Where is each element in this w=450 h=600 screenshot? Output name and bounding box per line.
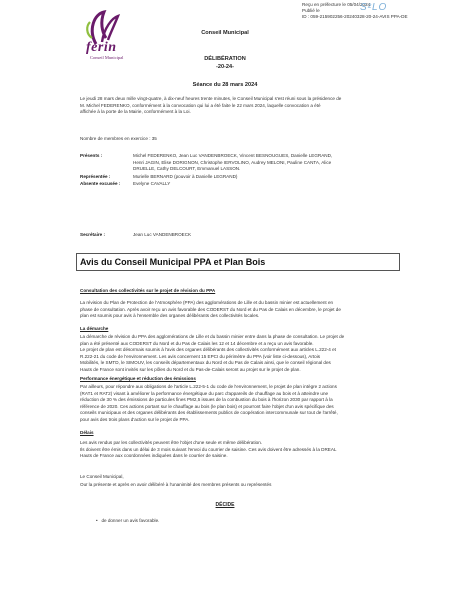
section-heading: Délais xyxy=(80,430,94,435)
present-line: Michel FEDERENKO, Jean Luc VANDENBROECK, Vincent BESNOUGUES, Danielle LEGRAND, xyxy=(133,153,333,158)
deliberation-number: -20-24- xyxy=(215,64,235,70)
section-heading: Consultation des collectivités sur le projet de révision du PPA xyxy=(80,288,216,293)
section-line: La révision du Plan de Protection de l'Atmosphère (PPA) des agglomérations de Lille et du bassin minier est actuellement en xyxy=(80,300,334,305)
section-body xyxy=(80,300,410,320)
decision-bullet xyxy=(96,518,159,525)
bullet-icon: • xyxy=(96,518,102,523)
represented-label: Représentée : xyxy=(80,174,111,179)
subject-title: Avis du Conseil Municipal PPA et Plan Bois xyxy=(80,257,266,267)
section-line: plan est soumis pour avis à l'ensemble des organes délibérants des collectivités locales. xyxy=(80,313,260,318)
session-date: Séance du 28 mars 2024 xyxy=(192,82,258,88)
stamp-line: Reçu en préfecture le 05/04/2024 xyxy=(302,2,371,7)
section-line: Les avis rendus par les collectivités peuvent être l'objet d'une seule et même délibération. xyxy=(80,440,263,445)
absent-label: Absente excusée : xyxy=(80,181,121,186)
section-line: Hauts de France aux coordonnées indiquées dans le courrier de saisine. xyxy=(80,453,228,458)
section-line: plan a été présenté aux CODERST du Nord et du Pas de Calais les 12 et 14 décembre et a reçu un avis favorable. xyxy=(80,340,314,346)
section-line: La démarche de révision du PPA des agglomérations de Lille et du bassin minier entre dans la phase de consultation. Le projet de xyxy=(80,334,345,339)
section-line: R.222-21 du code de l'environnement. Les avis concernent 15 EPCI du périmètre du PPA (voir liste ci-dessous), Artois xyxy=(80,353,321,359)
secretary-value: Jean Luc VANDENBROECK xyxy=(133,232,192,237)
intro-line: affichée à la porte de la Mairie, conformément à la Loi. xyxy=(80,109,191,114)
intro-paragraph xyxy=(80,96,410,116)
secretary-label: Secrétaire : xyxy=(80,232,106,237)
section-line: phase de consultation. Après avoir reçu un avis favorable des CODERST du Nord et du Pas de Calais en décembre, le projet de xyxy=(80,306,341,312)
present-list xyxy=(133,153,413,173)
deliberation-title: DÉLIBÉRATION xyxy=(204,56,246,62)
section-line: référence de 2020. Ces actions portant sur le chauffage au bois (le plan bois) et pourront faire l'objet d'un avis spécifique des xyxy=(80,403,334,409)
section-line: réduction de 30 % des émissions de particules fines PM2,5 issues de la combustion du bois à l'horizon 2030 par rapport à la xyxy=(80,397,333,402)
section-line: Ils doivent être émis dans un délai de 3 mois suivant l'envoi du courrier de saisine. Ces avis doivent être adressés à la DREAL xyxy=(80,446,337,452)
section-line: conseils municipaux et des organes délibérants des établissements publics de coopération intercommunale sur tout de l'arrêté, xyxy=(80,410,338,415)
represented-value: Murielle BERNARD (pouvoir à Danielle LEGRAND) xyxy=(133,174,238,179)
section-line: Par ailleurs, pour répondre aux obligations de l'article L.222-5-1 du code de l'environnement, le projet de plan intègre 2 actions xyxy=(80,384,337,389)
council-title: Conseil Municipal xyxy=(201,30,249,36)
section-line: (RAT1 et RAT2) visant à améliorer la performance énergétique du parc d'appareils de chauffage au bois et à atteindre une xyxy=(80,390,329,396)
decide-heading: DÉCIDE xyxy=(215,502,235,508)
logo-text: ferin xyxy=(86,40,117,55)
section-body xyxy=(80,384,410,423)
stamp-line: Publié le xyxy=(302,8,320,14)
section-body xyxy=(80,334,410,373)
section-line: Mobilités, le SMTD, le SIMOUV, les conseils départementaux du Nord et du Pas de Calais ainsi, que le conseil régional des xyxy=(80,360,331,365)
absent-value: Evelyne CAVALLY xyxy=(133,181,171,186)
stamp-signature: S²LO xyxy=(360,2,388,13)
members-count: Nombre de membres en exercice : 35 xyxy=(80,136,157,141)
decision-text: de donner un avis favorable. xyxy=(101,518,160,523)
intro-line: Le jeudi 28 mars deux mille vingt-quatre, à dix-neuf heures trente minutes, le Conseil Municipal s'est réuni sous la présidence de xyxy=(80,96,342,101)
closing-line: Ouï la présente et après en avoir délibéré à l'unanimité des membres présents ou représentés xyxy=(80,482,272,487)
stamp-line: ID : 059-215902256-20240328-20-24-AVIS PPA-DE xyxy=(302,14,408,20)
intro-line: M. Michel FEDERENKO, conformément à la convocation qui lui a été faite le 22 mars 2024, laquelle convocation a été xyxy=(80,102,321,108)
section-line: Le projet de plan est désormais soumis à l'avis des organes délibérants des collectivités conformément aux articles L.222-4 et xyxy=(80,347,336,352)
present-label: Présents : xyxy=(80,153,103,158)
logo-subtitle: Conseil Municipal xyxy=(90,55,124,60)
section-line: Hauts de France sont invités sur les pôles du Nord et du Pas-de-Calais seront au projet sur le projet de plan. xyxy=(80,366,301,372)
section-heading: La démarche xyxy=(80,326,109,331)
section-heading: Performance énergétique et réduction des émissions xyxy=(80,376,196,381)
closing-line: Le Conseil Municipal, xyxy=(80,474,124,479)
section-line: pour avis des trois plans d'action sur le projet de PPA. xyxy=(80,416,190,422)
prefecture-stamp xyxy=(302,2,444,50)
section-body xyxy=(80,440,410,460)
present-line: DRUELLE, Cathy DELCOURT, Emmanuel LASSON. xyxy=(133,166,241,171)
present-line: Henri JAGIN, Elise DORIGNON, Christophe IERVOLINO, Audrey MELONI, Pauline CANTA, Alice xyxy=(133,159,332,165)
